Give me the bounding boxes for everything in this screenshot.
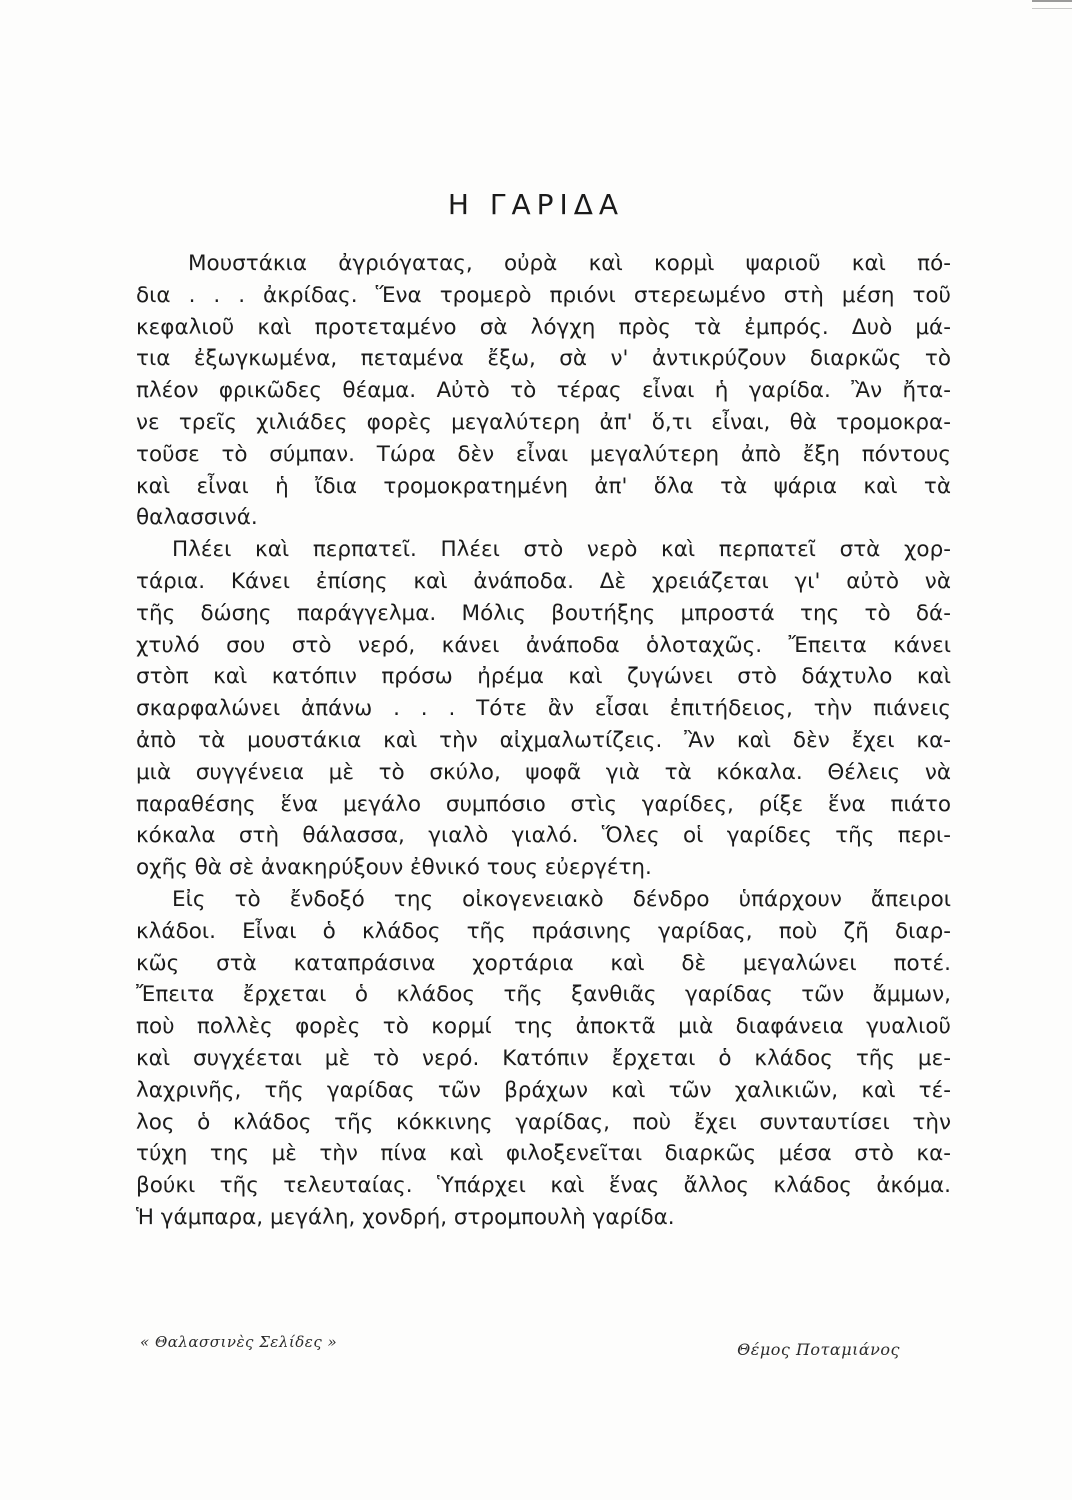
text-line: ἀπὸ τὰ μουστάκια καὶ τὴν αἰχμαλωτίζεις. Ἂν καὶ δὲν ἔχει κα- [136,727,951,753]
author-signature: Θέμος Ποταμιάνος [737,1340,900,1359]
text-line: Ἡ γάμπαρα, μεγάλη, χονδρή, στρομπουλὴ γαρίδα. [136,1204,675,1230]
text-line: λαχρινῆς, τῆς γαρίδας τῶν βράχων καὶ τῶν χαλικιῶν, καὶ τέ- [136,1077,951,1103]
text-line: τύχη της μὲ τὴν πίνα καὶ φιλοξενεῖται διαρκῶς μέσα στὸ κα- [136,1141,951,1167]
text-line: κόκαλα στὴ θάλασσα, γιαλὸ γιαλό. Ὅλες οἱ γαρίδες τῆς περι- [136,823,951,849]
text-line: κεφαλιοῦ καὶ προτεταμένο σὰ λόγχη πρὸς τὰ ἐμπρός. Δυὸ μά- [136,314,951,340]
text-line: δια . . . ἀκρίδας. Ἕνα τρομερὸ πριόνι στερεωμένο στὴ μέση τοῦ [136,282,951,308]
text-line: νε τρεῖς χιλιάδες φορὲς μεγαλύτερη ἀπ' ὅ,τι εἶναι, θὰ τρομοκρα- [136,409,951,435]
text-line: Ἔπειτα ἔρχεται ὁ κλάδος τῆς ξανθιᾶς γαρίδας τῶν ἄμμων, [136,982,951,1008]
text-line: τοῦσε τὸ σύμπαν. Τώρα δὲν εἶναι μεγαλύτερη ἀπὸ ἔξη πόντους [136,441,951,467]
text-line: στὸπ καὶ κατόπιν πρόσω ἠρέμα καὶ ζυγώνει στὸ δάχτυλο καὶ [136,664,951,690]
text-line: οχῆς θὰ σὲ ἀνακηρύξουν ἐθνικό τους εὐεργέτη. [136,855,652,881]
text-line: χτυλό σου στὸ νερό, κάνει ἀνάποδα ὁλοταχῶς. Ἔπειτα κάνει [136,632,951,658]
text-line: τάρια. Κάνει ἐπίσης καὶ ἀνάποδα. Δὲ χρειάζεται γι' αὐτὸ νὰ [136,568,951,594]
text-line: λος ὁ κλάδος τῆς κόκκινης γαρίδας, ποὺ ἔχει συνταυτίσει τὴν [136,1109,951,1135]
paragraph-3 [136,884,951,1234]
text-line: μιὰ συγγένεια μὲ τὸ σκύλο, ψοφᾶ γιὰ τὰ κόκαλα. Θέλεις νὰ [136,759,951,785]
paragraph-1 [136,248,951,534]
article-body [136,248,951,1234]
source-citation: « Θαλασσινὲς Σελίδες » [140,1333,338,1351]
text-line: πλέον φρικῶδες θέαμα. Αὐτὸ τὸ τέρας εἶναι ἡ γαρίδα. Ἂν ἤτα- [136,378,951,404]
text-line: τια ἐξωγκωμένα, πεταμένα ἔξω, σὰ ν' ἀντικρύζουν διαρκῶς τὸ [136,346,951,372]
text-line: καὶ εἶναι ἡ ἴδια τρομοκρατημένη ἀπ' ὅλα τὰ ψάρια καὶ τὰ [136,473,951,499]
text-line: ποὺ πολλὲς φορὲς τὸ κορμί της ἀποκτᾶ μιὰ διαφάνεια γυαλιοῦ [136,1014,951,1040]
text-line: κῶς στὰ καταπράσινα χορτάρια καὶ δὲ μεγαλώνει ποτέ. [136,950,951,976]
paragraph-2 [136,534,951,884]
text-line: παραθέσης ἕνα μεγάλο συμπόσιο στὶς γαρίδες, ρίξε ἕνα πιάτο [136,791,951,817]
page-edge-rule [1032,0,1072,9]
article-title: Η ΓΑΡΙΔΑ [447,188,625,221]
text-line: καὶ συγχέεται μὲ τὸ νερό. Κατόπιν ἔρχεται ὁ κλάδος τῆς με- [136,1045,951,1071]
text-line: Μουστάκια ἀγριόγατας, οὐρὰ καὶ κορμὶ ψαριοῦ καὶ πό- [188,251,951,276]
text-line: σκαρφαλώνει ἀπάνω . . . Τότε ἂν εἶσαι ἐπιτήδειος, τὴν πιάνεις [136,696,951,722]
text-line: Πλέει καὶ περπατεῖ. Πλέει στὸ νερὸ καὶ περπατεῖ στὰ χορ- [172,537,951,563]
text-line: Εἰς τὸ ἔνδοξό της οἰκογενειακὸ δένδρο ὑπάρχουν ἄπειροι [172,886,951,912]
text-line: κλάδοι. Εἶναι ὁ κλάδος τῆς πράσινης γαρίδας, ποὺ ζῆ διαρ- [136,918,951,944]
text-line: τῆς δώσης παράγγελμα. Μόλις βουτήξης μπροστά της τὸ δά- [136,600,951,626]
text-line: θαλασσινά. [136,505,258,531]
text-line: βούκι τῆς τελευταίας. Ὑπάρχει καὶ ἕνας ἄλλος κλάδος ἀκόμα. [136,1173,951,1199]
